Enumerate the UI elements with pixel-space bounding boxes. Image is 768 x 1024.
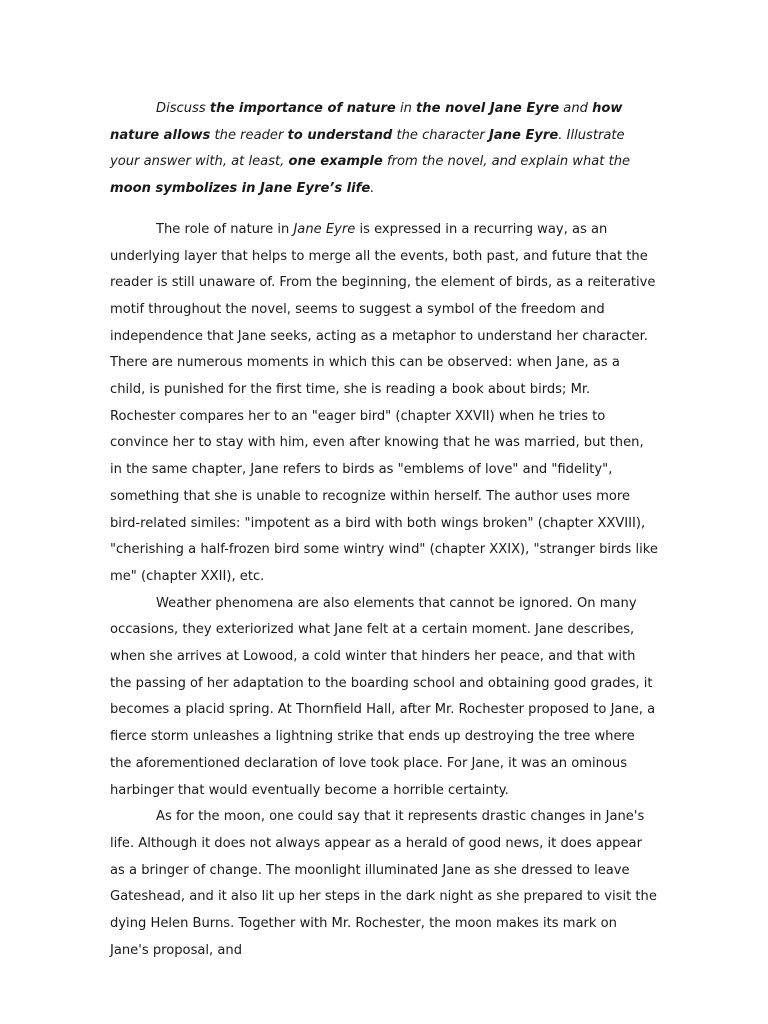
prompt-segment-bold: the importance of nature [209,101,396,116]
paragraph-weather: Weather phenomena are also elements that cannot be ignored. On many occasions, they exteriorized what Jane felt at a certain moment. Jane describes, when she arrives at Lowood, a cold winter that hinders her peace, and that with the passing of her adaptation to the boarding school and obtaining good grades, it becomes a placid spring. At Thornfield Hall, after Mr. Rochester proposed to Jane, a fierce storm unleashes a lightning strike that ends up destroying the tree where the aforementioned declaration of love took place. For Jane, it was an ominous harbinger that would eventually become a horrible certainty. [110,595,656,798]
prompt-segment: from the novel, and explain what the [382,154,631,170]
prompt-segment-bold: how nature allows [110,101,623,143]
novel-title: Jane Eyre [293,221,356,237]
prompt-segment: . Illustrate your answer with, at least, [110,127,625,170]
paragraph-nature-birds [110,217,658,591]
paragraph-text: is expressed in a recurring way, as an underlying layer that helps to merge all the events, both past, and future that the reader is still unaware of. From the beginning, the element of birds, as a reiterative motif throughout the novel, seems to suggest a symbol of the freedom and independence that Jane seeks, acting as a metaphor to understand her character. There are numerous moments in which this can be observed: when Jane, as a child, is punished for the first time, she is reading a book about birds; Mr. Rochester compares her to an "eager bird" (chapter XXVII) when he tries to convince her to stay with him, even after knowing that he was married, but then, in the same chapter, Jane refers to birds as "emblems of love" and "fidelity", something that she is unable to recognize within herself. The author uses more bird-related similes: "impotent as a bird with both wings broken" (chapter XXVIII), "cherishing a half-frozen bird some wintry wind" (chapter XXIX), "stranger birds like me" (chapter XXII), etc. [110,221,658,584]
prompt-segment-bold: moon symbolizes in Jane Eyre’s life [110,181,371,197]
prompt-segment: Discuss [156,101,210,116]
essay-prompt [110,96,658,203]
prompt-segment-bold: to understand [287,127,393,143]
prompt-segment: . [370,181,375,197]
paragraph-text: The role of nature in [156,221,294,237]
document-body [110,96,658,965]
prompt-segment: and [559,101,593,116]
prompt-segment-bold: Jane Eyre [488,127,559,143]
paragraph-moon: As for the moon, one could say that it represents drastic changes in Jane's life. Although it does not always appear as a herald of good news, it does appear as a bringer of change. The moonlight illuminated Jane as she dressed to leave Gateshead, and it also lit up her steps in the dark night as she prepared to visit the dying Helen Burns. Together with Mr. Rochester, the moon makes its mark on Jane's proposal, and [110,809,657,958]
prompt-segment: the character [392,127,489,143]
prompt-segment-bold: the novel Jane Eyre [416,101,560,116]
prompt-segment: in [395,101,417,116]
prompt-segment-bold: one example [288,154,383,170]
prompt-segment: the reader [210,127,288,143]
